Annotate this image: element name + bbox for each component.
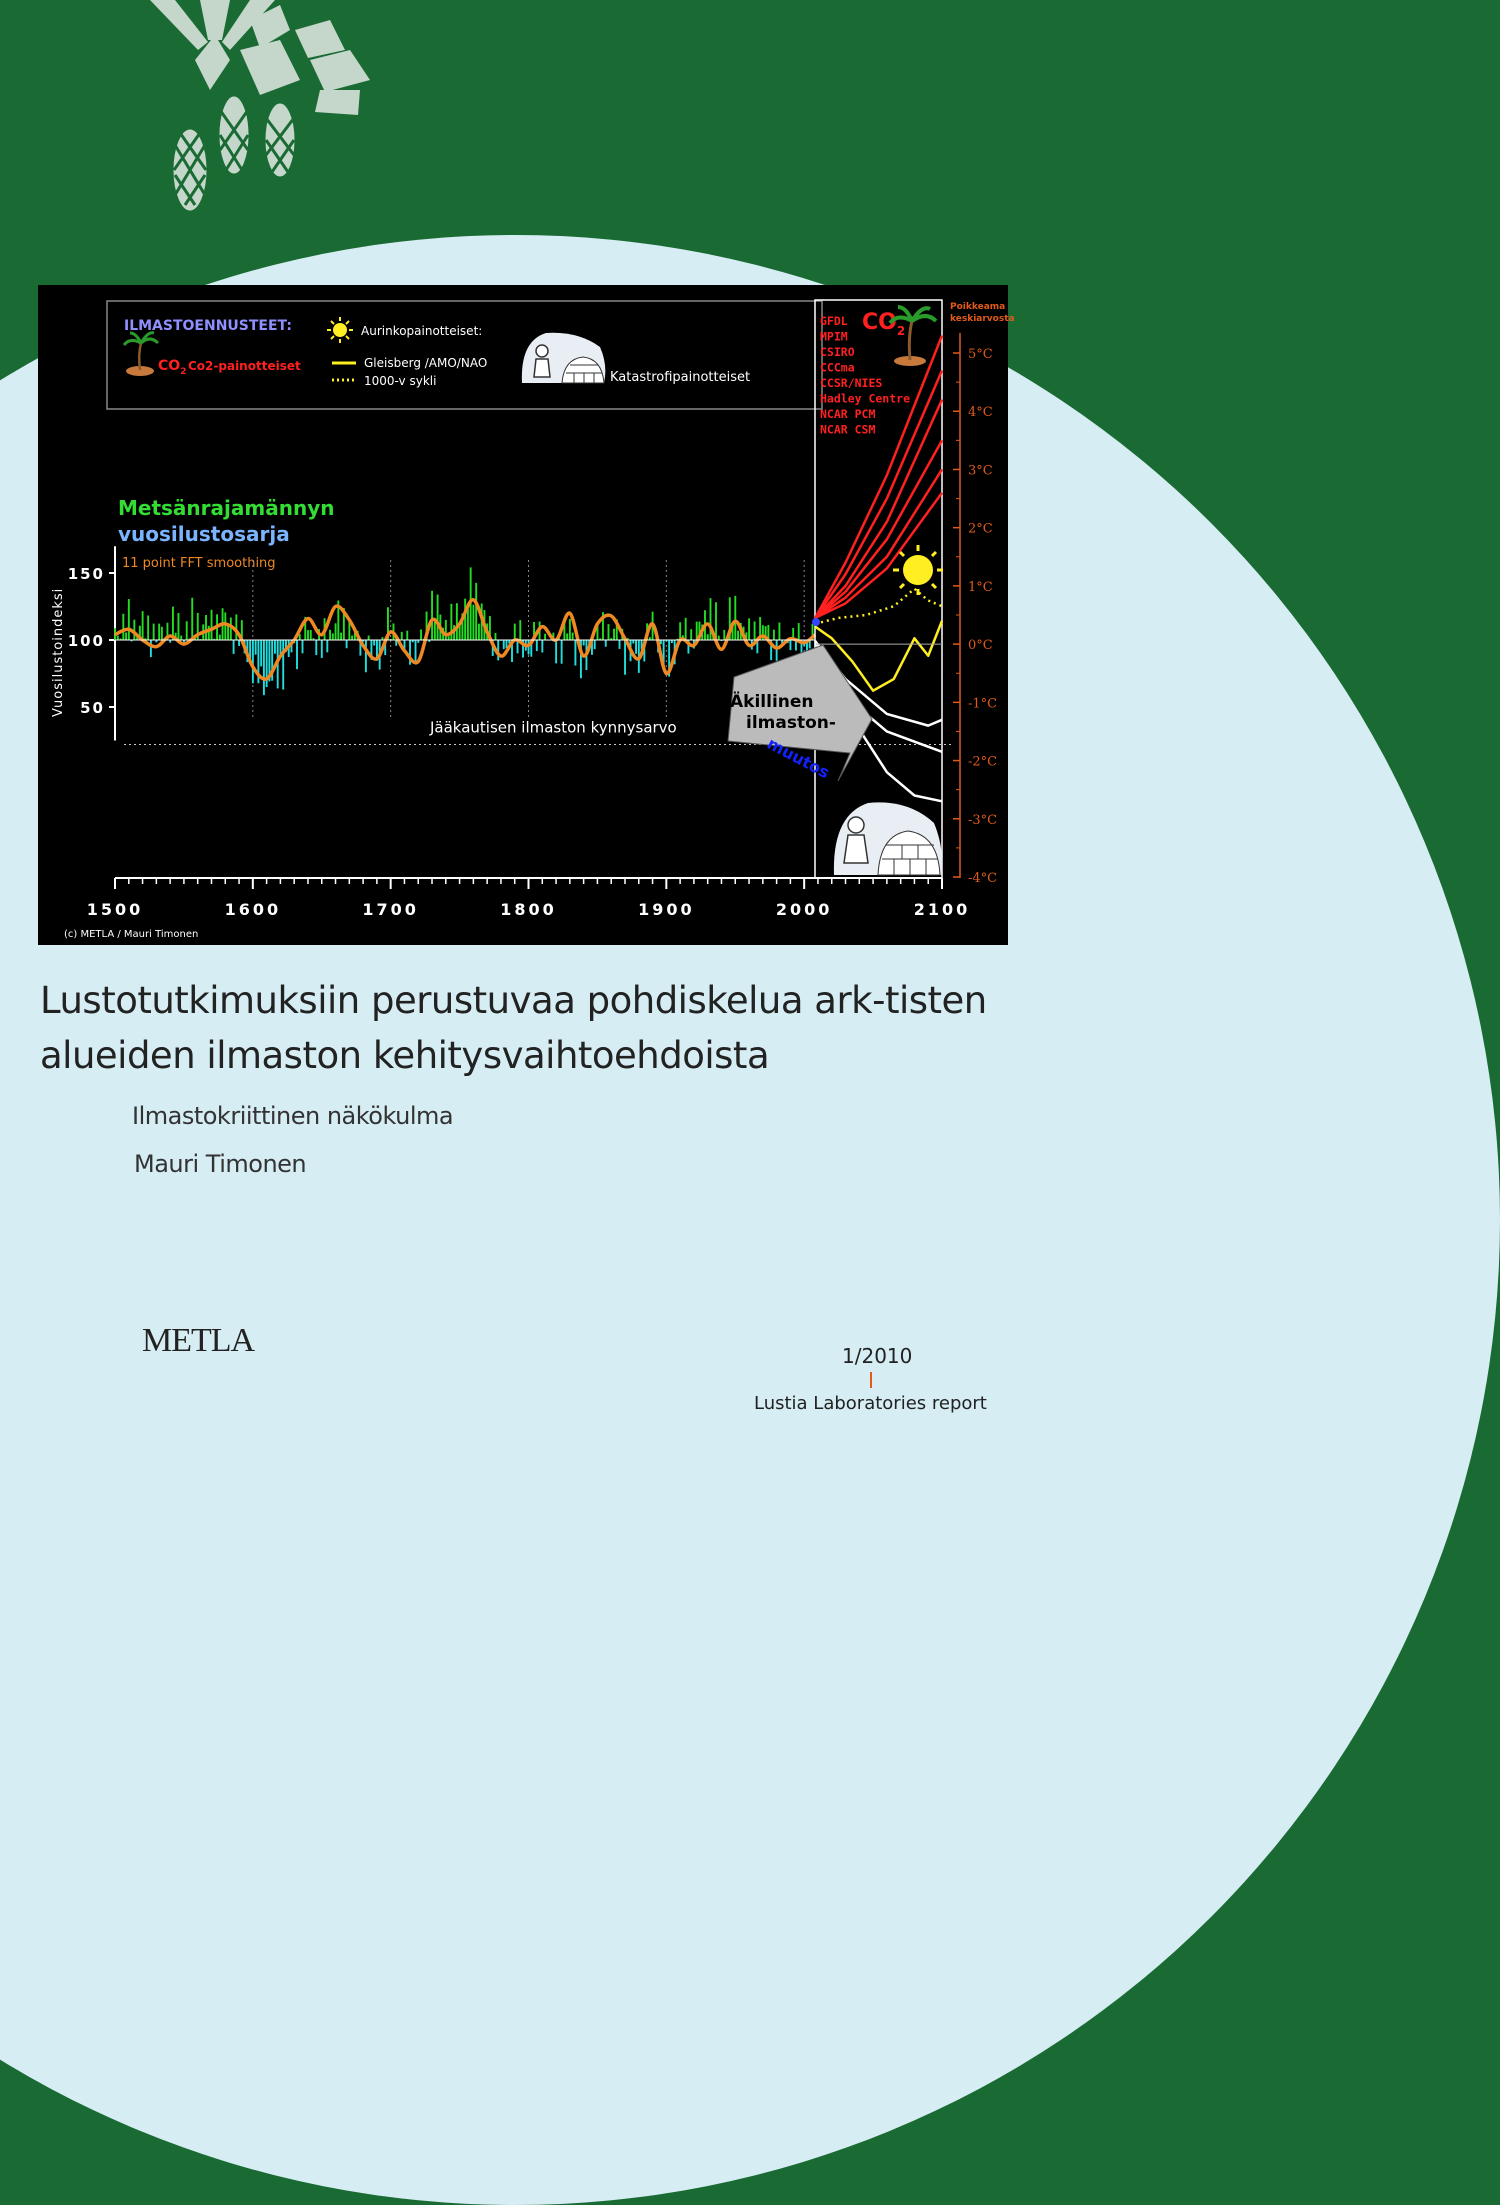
chart-panel xyxy=(38,285,1008,945)
report-title: Lustotutkimuksiin perustuvaa pohdiskelua ark-tisten alueiden ilmaston kehitysvaihtoehdoista xyxy=(40,973,1000,1083)
ring-width-bar xyxy=(230,618,232,640)
ring-width-bar xyxy=(734,596,736,640)
ring-width-bar xyxy=(302,640,304,653)
ring-width-bar xyxy=(555,640,557,663)
ring-width-bar xyxy=(158,624,160,640)
ring-width-bar xyxy=(624,640,626,675)
present-day-marker xyxy=(812,618,820,626)
ring-width-bar xyxy=(227,626,229,640)
ring-width-bar xyxy=(514,624,516,640)
pine-cone-icon xyxy=(172,95,296,212)
temp-tick-label: 0°C xyxy=(968,638,993,653)
x-axis-ticks xyxy=(87,878,971,919)
legend-title: ILMASTOENNUSTEET: xyxy=(124,318,292,334)
ring-width-bar xyxy=(178,613,180,640)
ring-width-bar xyxy=(326,640,328,652)
legend-solar-title: Aurinkopainotteiset: xyxy=(361,324,482,338)
y-tick-label: 150 xyxy=(68,565,105,583)
ring-width-bar xyxy=(685,618,687,640)
x-tick-label: 2100 xyxy=(914,900,971,919)
ring-width-bar xyxy=(456,603,458,640)
co2-model-label: CCCma xyxy=(820,361,855,375)
pine-branch-ornament xyxy=(130,0,390,230)
ring-width-bar xyxy=(544,634,546,640)
report-divider xyxy=(870,1372,872,1388)
y-axis-ticks xyxy=(68,546,115,740)
ring-width-bar xyxy=(205,615,207,640)
callout-line2: ilmaston- xyxy=(746,713,836,733)
ring-width-bar xyxy=(235,614,237,640)
ring-width-bar xyxy=(778,623,780,640)
temp-tick-label: 4°C xyxy=(968,405,993,420)
igloo-icon xyxy=(522,333,605,383)
legend-co2-symbol: $CO_2$ xyxy=(158,358,186,377)
ring-width-bar xyxy=(117,636,119,640)
ring-width-bar xyxy=(351,635,353,640)
projection-sun-icon xyxy=(893,545,943,595)
temp-axis-title-line1: Poikkeama xyxy=(950,302,1005,312)
ring-width-bar xyxy=(445,620,447,640)
ring-width-bar xyxy=(789,640,791,650)
ring-width-bar xyxy=(365,640,367,672)
callout-line1: Äkillinen xyxy=(730,690,814,712)
callout-line3: muutos xyxy=(764,734,833,783)
sun-icon xyxy=(327,317,353,343)
ring-width-bar xyxy=(478,624,480,640)
ring-width-bar xyxy=(420,629,422,640)
ring-width-bar xyxy=(754,621,756,640)
ring-width-bar xyxy=(608,624,610,640)
report-subtitle: Ilmastokriittinen näkökulma xyxy=(132,1102,453,1130)
ring-width-bar xyxy=(718,636,720,640)
co2-model-label: CSIRO xyxy=(820,345,855,359)
ring-width-bar xyxy=(329,630,331,640)
ring-width-bar xyxy=(161,627,163,640)
ring-width-bar xyxy=(321,640,323,658)
ring-width-bar xyxy=(605,640,607,647)
ring-width-bar xyxy=(566,633,568,640)
ring-width-bar xyxy=(191,598,193,640)
ring-width-bar xyxy=(147,615,149,640)
ring-width-bar xyxy=(561,640,563,664)
ring-width-bar xyxy=(335,623,337,640)
ring-width-bar xyxy=(464,599,466,640)
ring-width-bar xyxy=(233,640,235,654)
co2-model-label: MPIM xyxy=(820,330,848,344)
smoothing-label: 11 point FFT smoothing xyxy=(122,556,276,571)
ring-width-bar xyxy=(569,619,571,640)
copyright: (c) METLA / Mauri Timonen xyxy=(64,929,198,940)
temp-axis-title-line2: keskiarvosta xyxy=(950,314,1015,324)
ring-width-bar xyxy=(180,636,182,640)
ring-width-bar xyxy=(125,632,127,640)
temp-tick-label: 3°C xyxy=(968,463,993,478)
ring-width-bar xyxy=(475,583,477,640)
temp-tick-label: -3°C xyxy=(968,813,997,828)
ring-width-bar xyxy=(748,618,750,640)
ring-width-bar xyxy=(238,640,240,646)
temp-tick-label: 1°C xyxy=(968,580,993,595)
projection-igloo-icon xyxy=(834,802,942,875)
ring-width-bar xyxy=(122,614,124,640)
series-title-line2: vuosilustosarja xyxy=(118,522,290,546)
ring-width-bar xyxy=(332,633,334,640)
ring-width-bar xyxy=(260,640,262,666)
ring-width-bar xyxy=(211,610,213,640)
report-series: Lustia Laboratories report xyxy=(754,1393,987,1414)
ring-width-bar xyxy=(495,633,497,640)
co2-model-label: NCAR PCM xyxy=(820,407,875,421)
ring-width-bar xyxy=(274,640,276,654)
ring-width-bar xyxy=(619,640,621,649)
ring-width-bar xyxy=(541,640,543,652)
ring-width-bar xyxy=(153,624,155,640)
ring-width-bar xyxy=(315,640,317,655)
ring-width-bar xyxy=(776,640,778,661)
ring-width-bar xyxy=(723,630,725,640)
y-tick-label: 100 xyxy=(68,632,105,650)
x-tick-label: 1900 xyxy=(638,900,695,919)
snowflake-icon xyxy=(150,0,370,115)
ring-width-bar xyxy=(310,630,312,640)
ring-width-bar xyxy=(142,611,144,640)
ring-width-bar xyxy=(186,621,188,640)
ring-width-bar xyxy=(401,632,403,640)
legend-co2-label: Co2-painotteiset xyxy=(188,359,301,373)
y-axis-label: Vuosilustoindeksi xyxy=(51,588,66,717)
ring-width-bar xyxy=(255,640,257,655)
ring-width-bar xyxy=(431,591,433,640)
ring-width-bar xyxy=(503,640,505,649)
x-tick-label: 1500 xyxy=(87,900,144,919)
ring-width-bar xyxy=(613,629,615,640)
x-tick-label: 1600 xyxy=(225,900,282,919)
ring-width-bar xyxy=(707,634,709,640)
x-tick-label: 1800 xyxy=(500,900,557,919)
ring-width-bar xyxy=(263,640,265,695)
temp-tick-label: 2°C xyxy=(968,522,993,537)
ring-width-bar xyxy=(415,640,417,663)
ring-width-bar xyxy=(373,640,375,645)
chart xyxy=(38,285,1008,945)
ring-width-bar xyxy=(506,640,508,648)
ring-width-bar xyxy=(536,640,538,651)
x-tick-label: 2000 xyxy=(776,900,833,919)
ring-width-bar xyxy=(635,640,637,654)
ring-width-bar xyxy=(572,633,574,640)
ring-width-bar xyxy=(798,623,800,640)
co2-model-label: GFDL xyxy=(820,314,848,328)
ring-width-bar xyxy=(208,626,210,640)
ring-width-bar xyxy=(737,631,739,640)
palm-island-icon xyxy=(124,333,158,376)
legend-solar-dotted: 1000-v sykli xyxy=(364,374,436,388)
ring-width-bar xyxy=(710,598,712,640)
threshold-label: Jääkautisen ilmaston kynnysarvo xyxy=(429,719,677,737)
x-tick-label: 1700 xyxy=(362,900,419,919)
temp-tick-label: -1°C xyxy=(968,696,997,711)
projection-co2-symbol: $CO_2$ xyxy=(862,310,905,338)
ring-width-bar xyxy=(448,636,450,640)
ring-width-bar xyxy=(632,640,634,643)
ring-width-bar xyxy=(690,629,692,640)
legend-solar-solid: Gleisberg /AMO/NAO xyxy=(364,356,487,370)
ring-width-bar xyxy=(133,620,135,640)
temp-tick-label: -4°C xyxy=(968,871,997,886)
ring-width-bar xyxy=(346,640,348,648)
series-title-line1: Metsänrajamännyn xyxy=(118,496,334,520)
ring-width-bar xyxy=(679,622,681,640)
ring-width-bar xyxy=(519,620,521,640)
temp-tick-label: 5°C xyxy=(968,347,993,362)
publisher-logo: METLA xyxy=(142,1322,254,1360)
co2-model-label: Hadley Centre xyxy=(820,392,910,406)
ring-width-bar xyxy=(296,640,298,669)
ring-width-bar xyxy=(307,630,309,640)
ring-width-bar xyxy=(128,599,130,640)
temp-tick-label: -2°C xyxy=(968,755,997,770)
ring-width-bar xyxy=(583,640,585,645)
ring-width-bar xyxy=(437,595,439,640)
report-number: 1/2010 xyxy=(842,1344,912,1368)
co2-model-label: CCSR/NIES xyxy=(820,376,882,390)
ring-width-bar xyxy=(773,630,775,640)
y-tick-label: 50 xyxy=(80,699,105,717)
ring-width-bar xyxy=(406,631,408,640)
ring-width-bar xyxy=(252,640,254,683)
ring-width-bar xyxy=(224,612,226,640)
ring-width-bar xyxy=(340,633,342,640)
ring-width-bar xyxy=(282,640,284,690)
report-author: Mauri Timonen xyxy=(134,1150,306,1178)
legend-catastrophe-label: Katastrofipainotteiset xyxy=(610,370,750,385)
ring-width-bar xyxy=(594,640,596,649)
ring-width-bar xyxy=(219,635,221,640)
ring-width-bar xyxy=(472,605,474,640)
ring-width-bar xyxy=(150,640,152,657)
ring-width-bar xyxy=(574,640,576,666)
ring-width-bar xyxy=(368,636,370,640)
co2-model-label: NCAR CSM xyxy=(820,423,875,437)
